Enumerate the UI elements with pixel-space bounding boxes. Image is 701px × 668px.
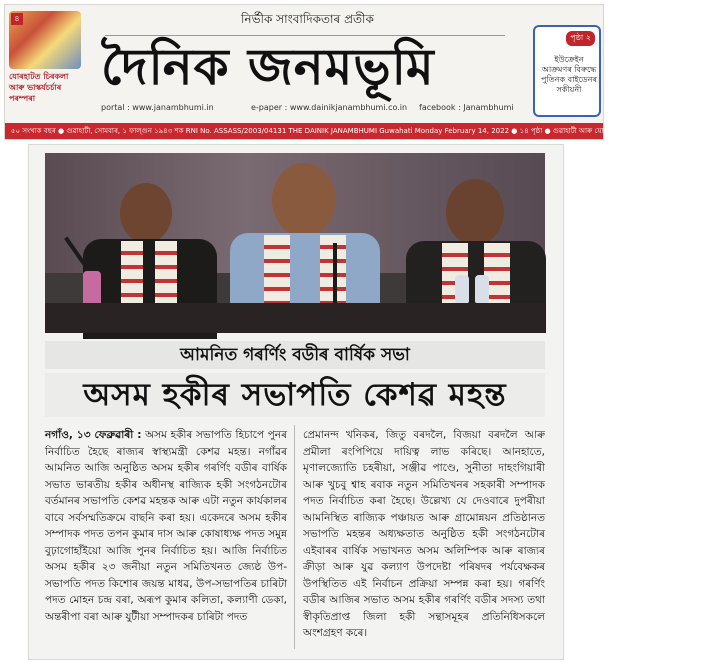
article-photo [45, 153, 545, 333]
article-body-right: প্ৰেমানন্দ খনিকৰ, জিতু বৰদলৈ, বিজয়া বৰদলৈ আৰু প্ৰমীলা ৰংপিপিয়ে দায়িত্ব লাভ কৰিছে। আনহাতে, মৃণালজ্যোতি চহৰীয়া, সঞ্জীৱ পাণ্ডে, সুনীতা দাহংগিয়াৰী আৰু খুচবু শ্বাহ ৰবাক নতুন সমিতিখনৰ সহকাৰী সম্পাদক পদত নিৰ্বাচিত কৰা হৈছে। উল্লেখ্য যে দেওবাৰে দুপৰীয়া আমনিস্থিত ৰাজ্যিক পঞ্চায়ত আৰু গ্ৰামোন্নয়ন প্ৰতিষ্ঠানত সভাপতি মহন্তৰ অধ্যক্ষতাত অনুষ্ঠিত হকী সংগঠনটোৰ এইবাৰৰ বাৰ্ষিক সভাখনত অসম অলিম্পিক আৰু ৰাজ্যৰ ক্ৰীড়া আৰু যুৱ কল্যাণ উপদেষ্টা পৰিষদৰ পৰ্যবেক্ষকৰ উপস্থিতিত এই নিৰ্বাচন প্ৰক্ৰিয়া সম্পন্ন কৰা হয়। গৰৰ্ণিং বডীৰ আজিৰ সভাত অসম হকীৰ গৰৰ্ণিং বডীৰ সদস্য তথা স্বীকৃতিপ্ৰাপ্ত জিলা হকী সন্থাসমূহৰ প্ৰতিনিধিসকলে অংশগ্ৰহণ কৰে। [303, 429, 545, 639]
column-divider [294, 425, 295, 649]
facebook-link[interactable]: facebook : Janambhumi [419, 103, 514, 112]
article-body-left: অসম হকীৰ সভাপতি হিচাপে পুনৰ নিৰ্বাচিত হৈছে ৰাজ্যৰ স্বাস্থ্যমন্ত্ৰী কেশৱ মহন্ত। নগাঁৱৰ আমনিত আজি অনুষ্ঠিত অসম হকীৰ গৰৰ্ণিং বডীৰ বাৰ্ষিক সভাত ভাৰতীয় হকীৰ অধীনস্থ ৰাজ্যিক হকী সংগঠনটোৰ বৰ্তমানৰ সভাপতি কেশৱ মহন্তক আৰু এটা নতুন কাৰ্যকালৰ বাবে সৰ্বসম্মতিক্ৰমে বাছনি কৰা হয়। একেদৰে অসম হকীৰ সম্পাদক পদত তপন কুমাৰ দাস আৰু কোষাধ্যক্ষ পদত সমুন্ন বুঢ়াগোহাঁইয়ো আজি পুনৰ নিৰ্বাচিত হয়। আজি নিৰ্বাচিত অসম হকীৰ ২৩ জনীয়া নতুন সমিতিখনত জ্যেষ্ঠ উপ-সভাপতি পদত কিশোৰ জয়ন্ত মাধৱ, উপ-সভাপতিৰ চাৰিটা পদত মোহন চন্দ্ৰ বৰা, অৰূপ কুমাৰ কলিতা, কল্যাণী ডেকা, অন্তৰীপা বৰা আৰু যুটীয়া সম্পাদকৰ চাৰিটা পদত [45, 429, 287, 623]
article-subheadline: আমনিত গৰৰ্ণিং বডীৰ বাৰ্ষিক সভা [45, 341, 545, 369]
web-links-row [101, 103, 521, 115]
water-bottle [83, 271, 101, 305]
article-dateline: নগাঁও, ১৩ ফেব্ৰুৱাৰী : [45, 429, 142, 441]
news-clipping [28, 144, 564, 660]
article-headline: অসম হকীৰ সভাপতি কেশৱ মহন্ত [45, 373, 545, 417]
stage-table [45, 303, 545, 333]
left-promo-box [9, 11, 81, 103]
dateline-strip: ৫০ সংখ্যক বছৰ ● গুৱাহাটী, সোমবাৰ, ১ ফাল্গুন ১৯৪৩ শক RNI No. ASSASS/2003/04131 THE DAINIK JANAMBHUMI Guwahati Monday February 14, 2022 ● ১৪ পৃষ্ঠা ● গুৱাহাটী আৰু যোৰহাটৰ পৰা প্ৰকাশিত ● মূল্য ৫ টকা [5, 123, 603, 139]
right-promo-text: ইউক্ৰেইন আক্ৰমণৰ বিৰুদ্ধে পুতিনক বাইডেনৰ সকীয়নী [541, 55, 597, 94]
newspaper-logo: দৈনিক জনমভূমি [101, 38, 435, 96]
right-promo-box [533, 25, 601, 117]
water-bottle [455, 275, 469, 303]
article-column-left [45, 427, 287, 625]
tagline-divider [105, 35, 505, 36]
left-promo-text: যোৰহাটত চিৰকলা আৰু ভাস্কৰ্যচৰ্চাৰ পৰম্পৰা [9, 72, 69, 103]
epaper-link[interactable]: e-paper : www.dainikjanambhumi.co.in [251, 103, 408, 112]
water-bottle [475, 275, 489, 303]
page-badge: পৃষ্ঠা ২ [566, 31, 595, 46]
page-marker-icon: ৪ [11, 13, 23, 25]
newspaper-masthead [4, 4, 701, 140]
masthead-tagline: নিৰ্ভীক সাংবাদিকতাৰ প্ৰতীক [241, 12, 374, 26]
portal-link[interactable]: portal : www.janambhumi.in [101, 103, 214, 112]
microphone-center [333, 243, 337, 307]
article-column-right [303, 427, 545, 642]
